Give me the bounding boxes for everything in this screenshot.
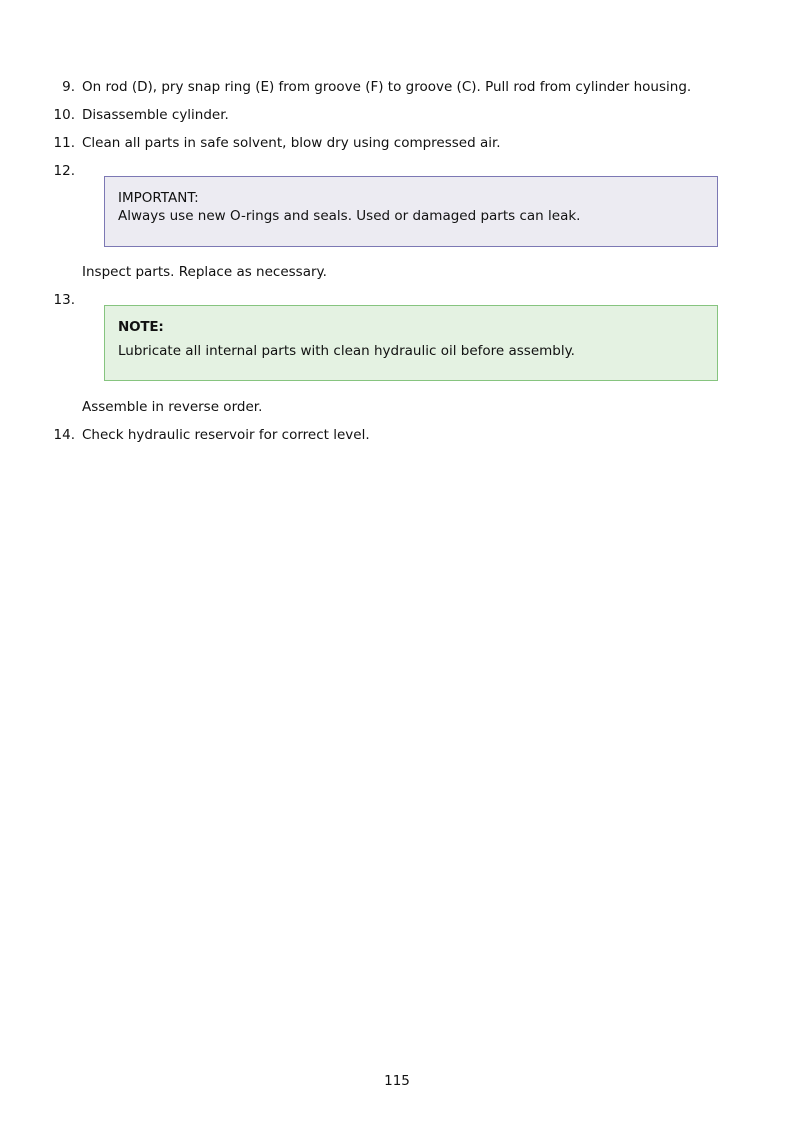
step-text: On rod (D), pry snap ring (E) from groove (F) to groove (C). Pull rod from cylinder housing. [82,79,692,95]
step-number: 10. [53,107,75,123]
step-text: Assemble in reverse order. [82,399,263,415]
note-callout [104,305,718,381]
step-number: 9. [62,79,75,95]
important-body: Always use new O-rings and seals. Used or damaged parts can leak. [118,208,581,224]
step-text: Clean all parts in safe solvent, blow dry using compressed air. [82,135,501,151]
step-10 [0,105,794,125]
page-number: 115 [384,1073,410,1089]
step-number: 11. [53,135,75,151]
note-title: NOTE: [118,319,164,335]
step-11 [0,133,794,153]
step-12-text [0,262,794,282]
step-number: 14. [53,427,75,443]
step-number: 13. [53,292,75,308]
step-text: Check hydraulic reservoir for correct level. [82,427,370,443]
step-13-text [0,397,794,417]
important-title: IMPORTANT: [118,190,199,206]
note-body: Lubricate all internal parts with clean hydraulic oil before assembly. [118,343,575,359]
step-14 [0,425,794,445]
step-number: 12. [53,163,75,179]
step-text: Inspect parts. Replace as necessary. [82,264,327,280]
important-callout [104,176,718,247]
step-text: Disassemble cylinder. [82,107,229,123]
step-9 [0,77,794,97]
